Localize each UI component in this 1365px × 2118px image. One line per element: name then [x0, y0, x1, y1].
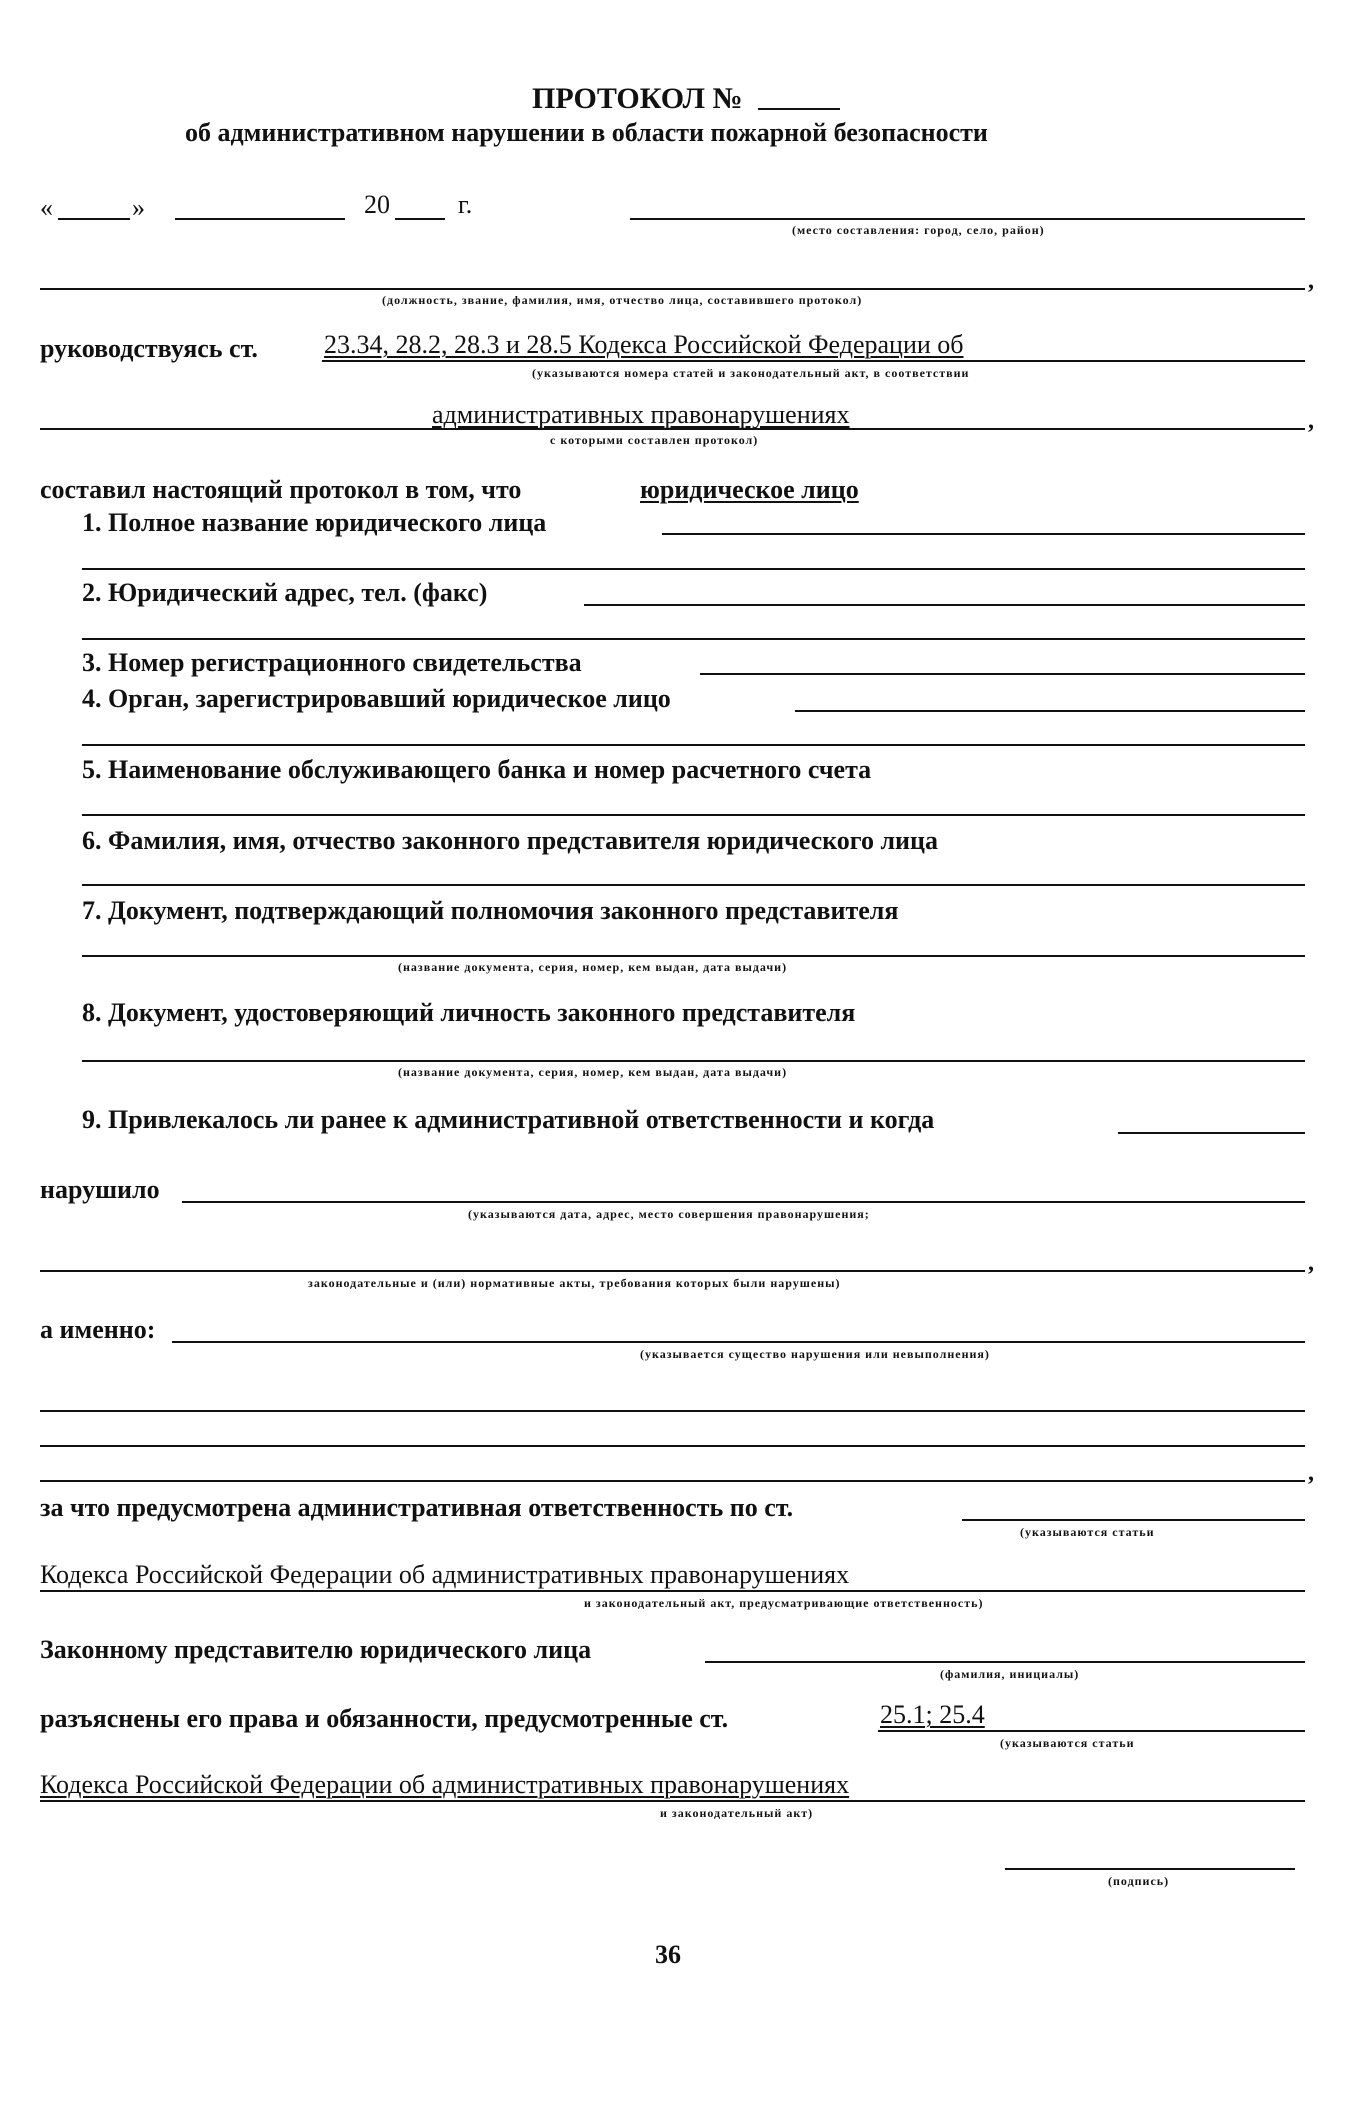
representative-field[interactable]	[705, 1661, 1305, 1663]
violated-label: нарушило	[40, 1175, 160, 1204]
namely-hint: (указывается существо нарушения или невыполнения)	[640, 1347, 990, 1361]
rights-hint-2: и законодательный акт)	[660, 1806, 814, 1820]
year-field[interactable]	[395, 218, 445, 220]
item-7-hint: (название документа, серия, номер, кем выдан, дата выдачи)	[398, 960, 788, 974]
liability-field[interactable]	[962, 1519, 1305, 1521]
protocol-number-line[interactable]	[758, 108, 840, 110]
composed-label: составил настоящий протокол в том, что	[40, 475, 522, 504]
item-2-field-2[interactable]	[82, 638, 1305, 640]
item-4-field[interactable]	[795, 710, 1305, 712]
signature-hint: (подпись)	[1108, 1874, 1170, 1888]
rights-value-2: Кодекса Российской Федерации об административных правонарушениях	[40, 1770, 850, 1799]
open-quote: «	[40, 193, 53, 222]
namely-field-3[interactable]	[40, 1445, 1305, 1447]
representative-hint: (фамилия, инициалы)	[940, 1667, 1080, 1681]
item-3-label: 3. Номер регистрационного свидетельства	[82, 648, 582, 677]
close-quote: »	[132, 193, 145, 222]
item-7-field[interactable]	[82, 955, 1305, 957]
page-number: 36	[655, 1940, 681, 1969]
guided-value: 23.34, 28.2, 28.3 и 28.5 Кодекса Российской Федерации об	[324, 330, 964, 359]
item-4-label: 4. Орган, зарегистрировавший юридическое лицо	[82, 684, 671, 713]
item-4-field-2[interactable]	[82, 744, 1305, 746]
violated-hint-2: законодательные и (или) нормативные акты, требования которых были нарушены)	[308, 1276, 841, 1290]
page-title: ПРОТОКОЛ №	[532, 82, 743, 115]
composed-value: юридическое лицо	[640, 475, 859, 504]
guided-hint: (указываются номера статей и законодательный акт, в соответствии	[532, 366, 970, 380]
place-field[interactable]	[630, 218, 1305, 220]
item-1-field[interactable]	[662, 533, 1305, 535]
item-9-label: 9. Привлекалось ли ранее к административной ответственности и когда	[82, 1105, 935, 1134]
violated-field[interactable]	[182, 1201, 1305, 1203]
item-1-field-2[interactable]	[82, 568, 1305, 570]
rights-label: разъяснены его права и обязанности, предусмотренные ст.	[40, 1704, 729, 1733]
rights-field-2[interactable]	[40, 1800, 1305, 1802]
guided-hint-2: с которыми составлен протокол)	[550, 433, 759, 447]
violated-comma: ,	[1308, 1250, 1314, 1276]
item-7-label: 7. Документ, подтверждающий полномочия законного представителя	[82, 896, 899, 925]
item-6-label: 6. Фамилия, имя, отчество законного представителя юридического лица	[82, 826, 938, 855]
year-prefix: 20	[364, 190, 390, 219]
item-2-label: 2. Юридический адрес, тел. (факс)	[82, 578, 488, 607]
namely-field-2[interactable]	[40, 1410, 1305, 1412]
rights-field[interactable]	[878, 1730, 1305, 1732]
official-hint: (должность, звание, фамилия, имя, отчество лица, составившего протокол)	[382, 293, 863, 307]
item-1-label: 1. Полное название юридического лица	[82, 508, 547, 537]
namely-field[interactable]	[172, 1341, 1305, 1343]
namely-comma: ,	[1308, 1460, 1314, 1486]
item-8-label: 8. Документ, удостоверяющий личность законного представителя	[82, 998, 856, 1027]
item-2-field[interactable]	[584, 604, 1305, 606]
guided-field[interactable]	[322, 360, 1305, 362]
liability-label: за что предусмотрена административная ответственность по ст.	[40, 1493, 794, 1522]
liability-field-2[interactable]	[40, 1590, 1305, 1592]
guided-comma: ,	[1308, 408, 1314, 434]
item-8-field[interactable]	[82, 1060, 1305, 1062]
month-field[interactable]	[175, 218, 345, 220]
item-9-field[interactable]	[1118, 1132, 1305, 1134]
liability-hint: (указываются статьи	[1020, 1525, 1155, 1539]
guided-label: руководствуясь ст.	[40, 334, 258, 363]
place-hint: (место составления: город, село, район)	[792, 223, 1045, 237]
day-field[interactable]	[58, 218, 130, 220]
rights-value: 25.1; 25.4	[880, 1700, 985, 1729]
item-6-field[interactable]	[82, 884, 1305, 886]
namely-field-4[interactable]	[40, 1480, 1305, 1482]
official-field[interactable]	[40, 288, 1305, 290]
rights-hint: (указываются статьи	[1000, 1736, 1135, 1750]
year-suffix: г.	[458, 190, 473, 219]
guided-value-2: административных правонарушениях	[432, 400, 850, 429]
item-5-label: 5. Наименование обслуживающего банка и номер расчетного счета	[82, 755, 872, 784]
item-8-hint: (название документа, серия, номер, кем выдан, дата выдачи)	[398, 1065, 788, 1079]
item-5-field[interactable]	[82, 814, 1305, 816]
liability-value: Кодекса Российской Федерации об административных правонарушениях	[40, 1560, 850, 1589]
signature-field[interactable]	[1005, 1868, 1295, 1870]
namely-label: а именно:	[40, 1315, 156, 1344]
liability-hint-2: и законодательный акт, предусматривающие ответственность)	[584, 1596, 984, 1610]
violated-field-2[interactable]	[40, 1270, 1305, 1272]
item-3-field[interactable]	[700, 673, 1305, 675]
page-subtitle: об административном нарушении в области пожарной безопасности	[185, 118, 988, 147]
official-comma: ,	[1308, 268, 1314, 294]
representative-label: Законному представителю юридического лица	[40, 1635, 592, 1664]
violated-hint: (указываются дата, адрес, место совершения правонарушения;	[468, 1207, 870, 1221]
